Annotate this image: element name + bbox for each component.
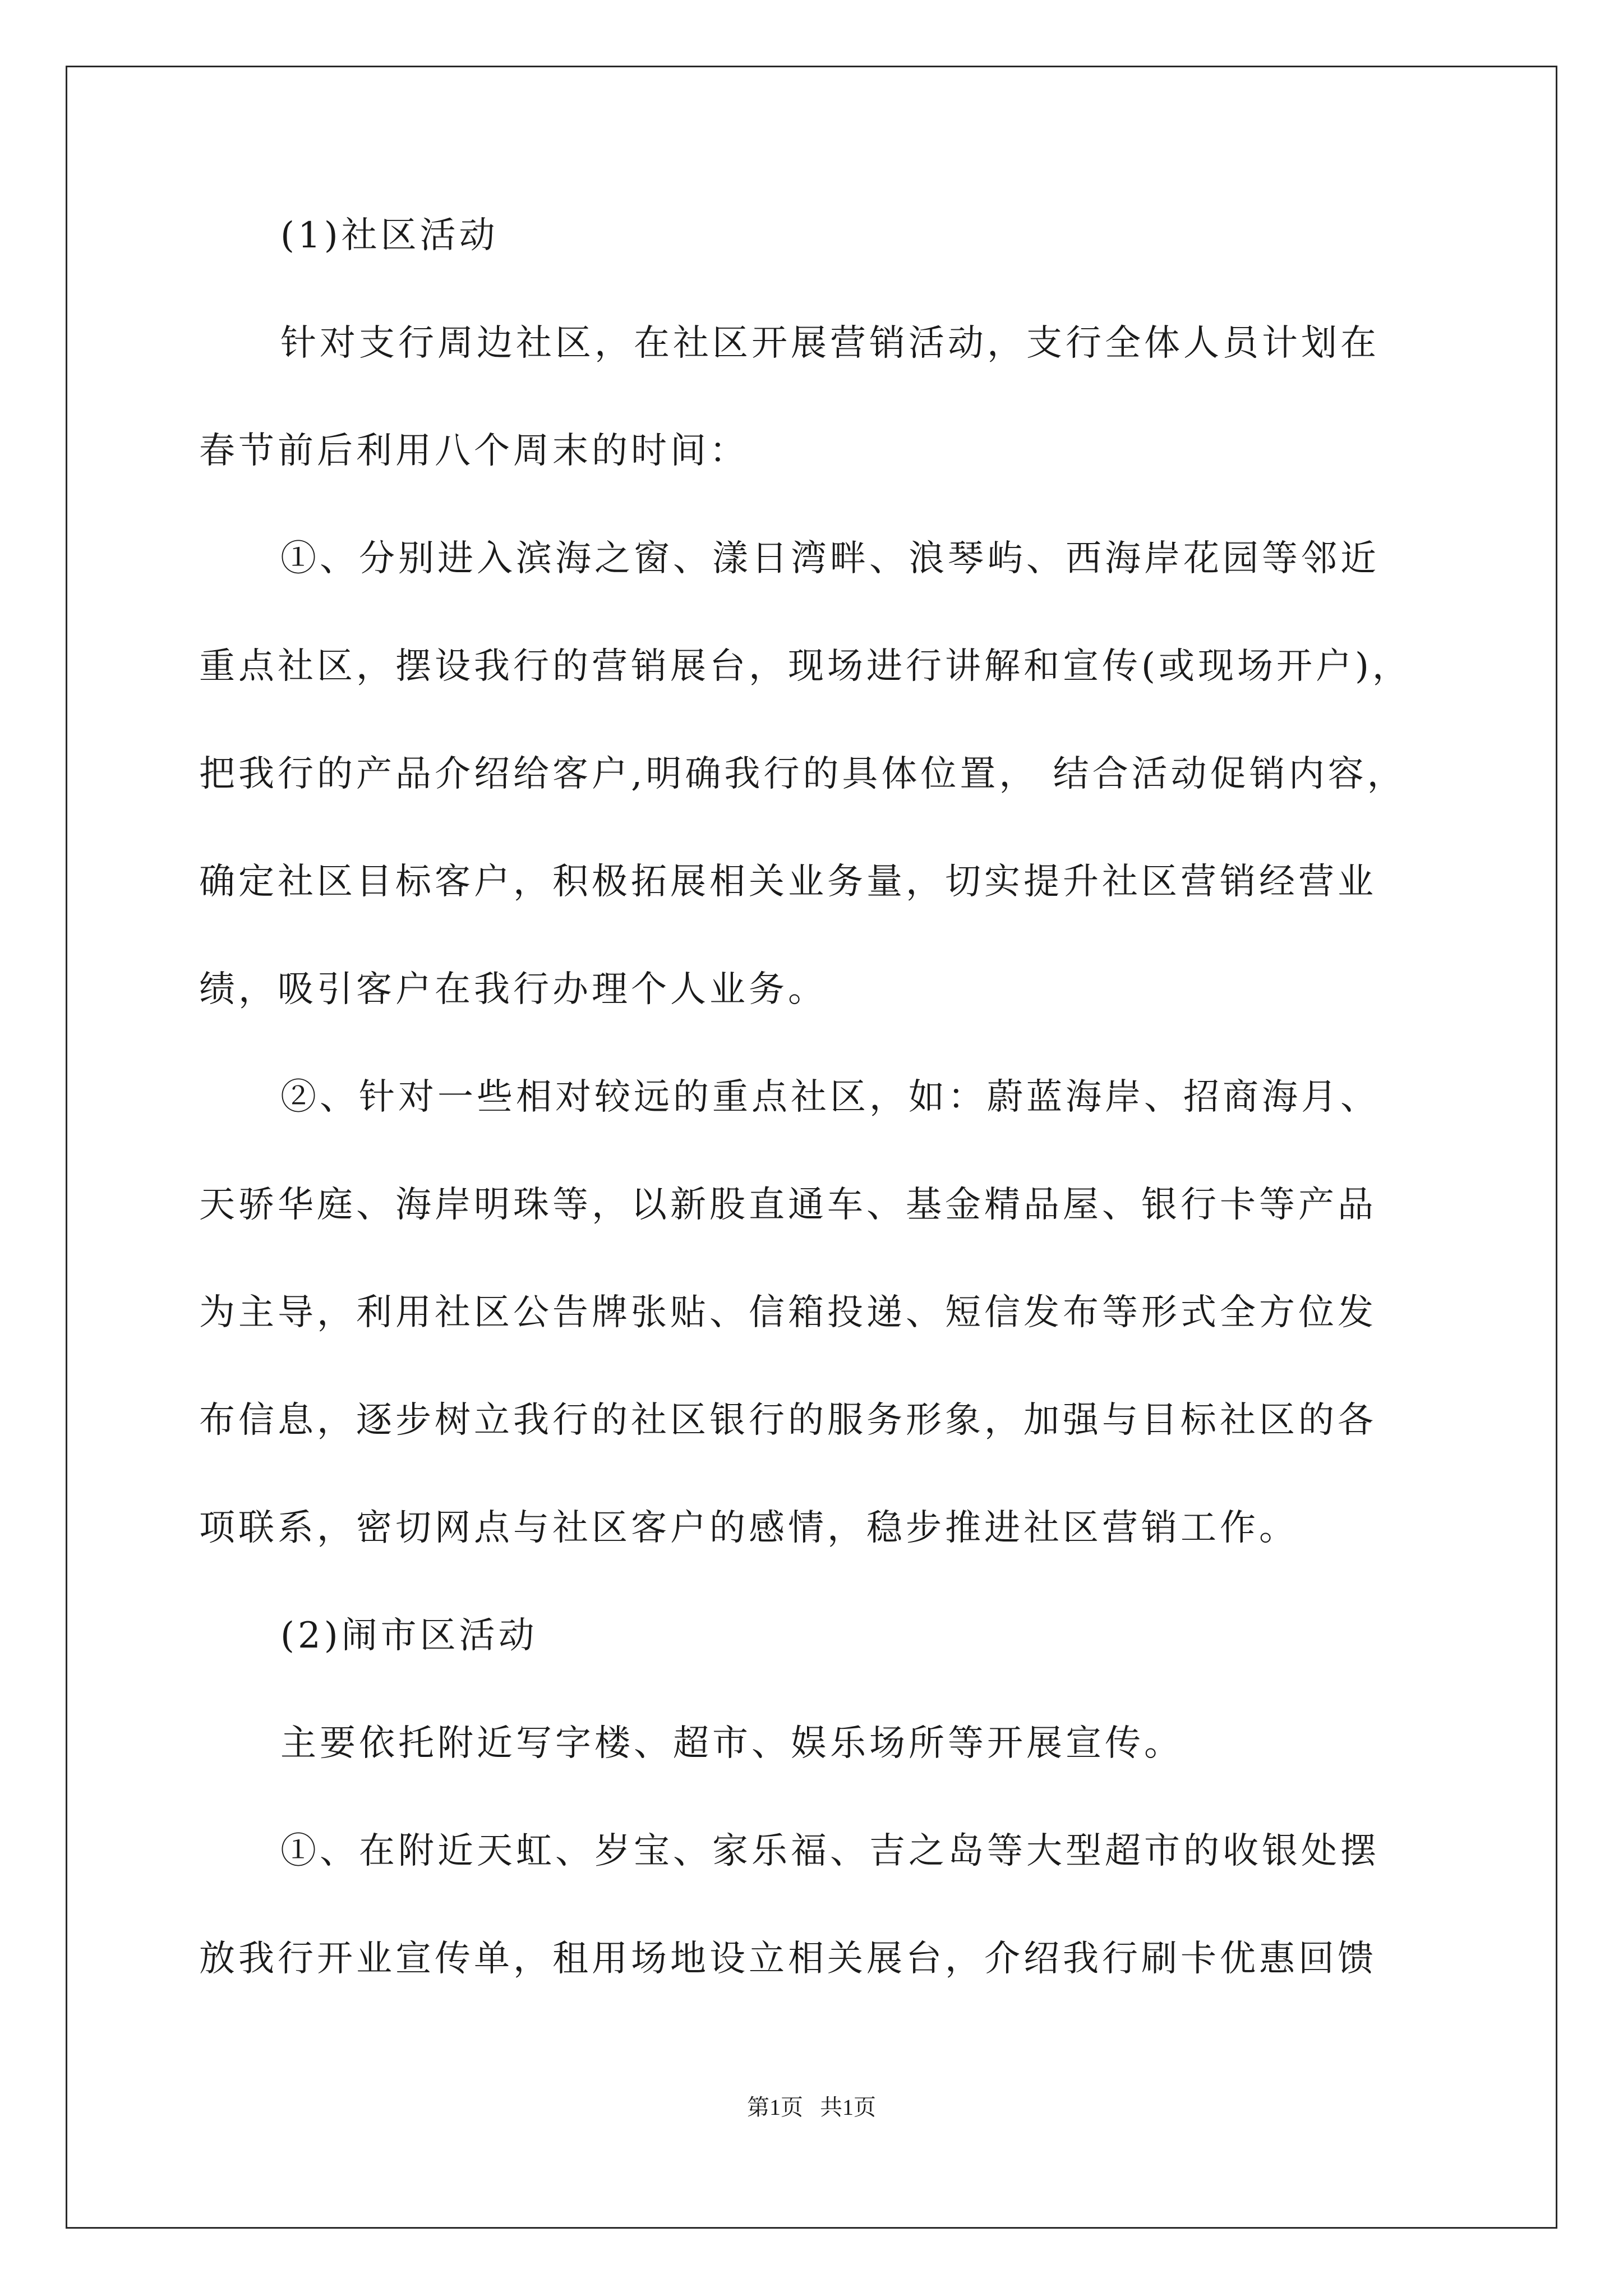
paragraph-line: 主要依托附近写字楼、超市、娱乐场所等开展宣传。	[280, 1723, 1183, 1764]
paragraph-line: 针对支行周边社区，在社区开展营销活动，支行全体人员计划在	[280, 323, 1380, 364]
paragraph-line: 春节前后利用八个周末的时间：	[199, 430, 749, 472]
paragraph-line: ①、分别进入滨海之窗、漾日湾畔、浪琴屿、西海岸花园等邻近	[280, 538, 1380, 579]
heading-downtown-activities: (2)闹市区活动	[280, 1615, 538, 1657]
paragraph-line: ①、在附近天虹、岁宝、家乐福、吉之岛等大型超市的收银处摆	[280, 1830, 1380, 1872]
paragraph-line: 把我行的产品介绍给客户,明确我行的具体位置， 结合活动促销内容，	[199, 753, 1407, 795]
paragraph-line: 确定社区目标客户，积极拓展相关业务量，切实提升社区营销经营业	[199, 861, 1377, 903]
page-number-footer: 第1页 共1页	[747, 2095, 876, 2120]
paragraph-line: 布信息，逐步树立我行的社区银行的服务形象，加强与目标社区的各	[199, 1400, 1377, 1441]
paragraph-line: ②、针对一些相对较远的重点社区，如：蔚蓝海岸、招商海月、	[280, 1076, 1380, 1118]
paragraph-line: 项联系，密切网点与社区客户的感情，稳步推进社区营销工作。	[199, 1507, 1298, 1549]
heading-community-activities: (1)社区活动	[280, 215, 499, 256]
paragraph-line: 放我行开业宣传单，租用场地设立相关展台，介绍我行刷卡优惠回馈	[199, 1938, 1377, 1980]
document-body	[199, 213, 1422, 2044]
paragraph-line: 重点社区，摆设我行的营销展台，现场进行讲解和宣传(或现场开户)，	[199, 646, 1412, 687]
paragraph-line: 绩，吸引客户在我行办理个人业务。	[199, 969, 827, 1010]
paragraph-line: 为主导，利用社区公告牌张贴、信箱投递、短信发布等形式全方位发	[199, 1292, 1377, 1333]
paragraph-line: 天骄华庭、海岸明珠等，以新股直通车、基金精品屋、银行卡等产品	[199, 1184, 1377, 1226]
